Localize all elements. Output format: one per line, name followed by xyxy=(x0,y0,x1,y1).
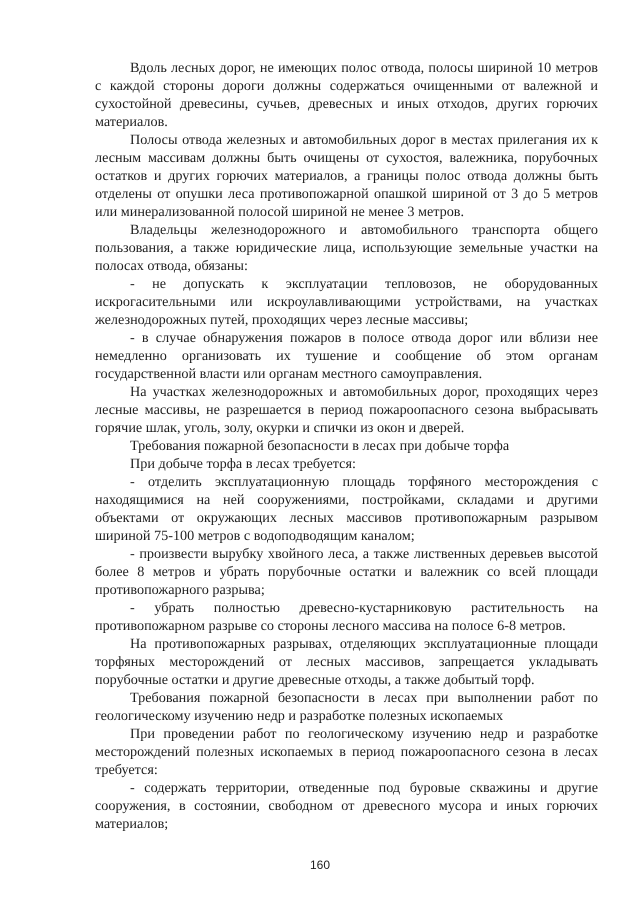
paragraph-12: При проведении работ по геологическому изучению недр и разработке месторождений полезных ископаемых в период пожароопасного сезона в лесах требуется: xyxy=(95,726,598,779)
paragraph-8: - отделить эксплуатационную площадь торфяного месторождения с находящимися на ней сооружениями, постройками, складами и другими объектами от окружающих лесных массивов противопожарным разрывом шириной 75-100 метров с водоподводящим каналом; xyxy=(95,474,598,545)
paragraph-13: - содержать территории, отведенные под буровые скважины и другие сооружения, в состоянии, свободном от древесного мусора и иных горючих материалов; xyxy=(95,780,598,833)
paragraph-6: На участках железнодорожных и автомобильных дорог, проходящих через лесные массивы, не разрешается в период пожароопасного сезона выбрасывать горячие шлак, уголь, золу, окурки и спички из окон и дверей. xyxy=(95,384,598,437)
paragraph-4: - не допускать к эксплуатации тепловозов, не оборудованных искрогасительными или искроулавливающими устройствами, на участках железнодорожных путей, проходящих через лесные массивы; xyxy=(95,276,598,329)
paragraph-5: - в случае обнаружения пожаров в полосе отвода дорог или вблизи нее немедленно организовать их тушение и сообщение об этом органам государственной власти или органам местного самоуправления. xyxy=(95,330,598,383)
section-heading-geology: Требования пожарной безопасности в лесах при выполнении работ по геологическому изучению недр и разработке полезных ископаемых xyxy=(95,690,598,725)
paragraph-2: Полосы отвода железных и автомобильных дорог в местах прилегания их к лесным массивам должны быть очищены от сухостоя, валежника, порубочных остатков и других горючих материалов, а границы полос отвода должны быть отделены от опушки леса противопожарной опашкой шириной от 3 до 5 метров или минерализованной полосой шириной не менее 3 метров. xyxy=(95,132,598,221)
paragraph-10: - убрать полностью древесно-кустарниковую растительность на противопожарном разрыве со стороны лесного массива на полосе 6-8 метров. xyxy=(95,600,598,635)
paragraph-11: На противопожарных разрывах, отделяющих эксплуатационные площади торфяных месторождений от лесных массивов, запрещается укладывать порубочные остатки и другие древесные отходы, а также добытый торф. xyxy=(95,636,598,689)
section-heading-peat: Требования пожарной безопасности в лесах при добыче торфа xyxy=(130,438,510,454)
paragraph-7: При добыче торфа в лесах требуется: xyxy=(130,456,356,472)
paragraph-1: Вдоль лесных дорог, не имеющих полос отвода, полосы шириной 10 метров с каждой стороны дороги должны содержаться очищенными от валежной и сухостойной древесины, сучьев, древесных и иных отходов, других горючих материалов. xyxy=(95,60,598,131)
paragraph-9: - произвести вырубку хвойного леса, а также лиственных деревьев высотой более 8 метров и убрать порубочные остатки и валежник со всей площади противопожарного разрыва; xyxy=(95,546,598,599)
paragraph-3: Владельцы железнодорожного и автомобильного транспорта общего пользования, а также юридические лица, использующие земельные участки на полосах отвода, обязаны: xyxy=(95,222,598,275)
page-number: 160 xyxy=(309,858,331,872)
